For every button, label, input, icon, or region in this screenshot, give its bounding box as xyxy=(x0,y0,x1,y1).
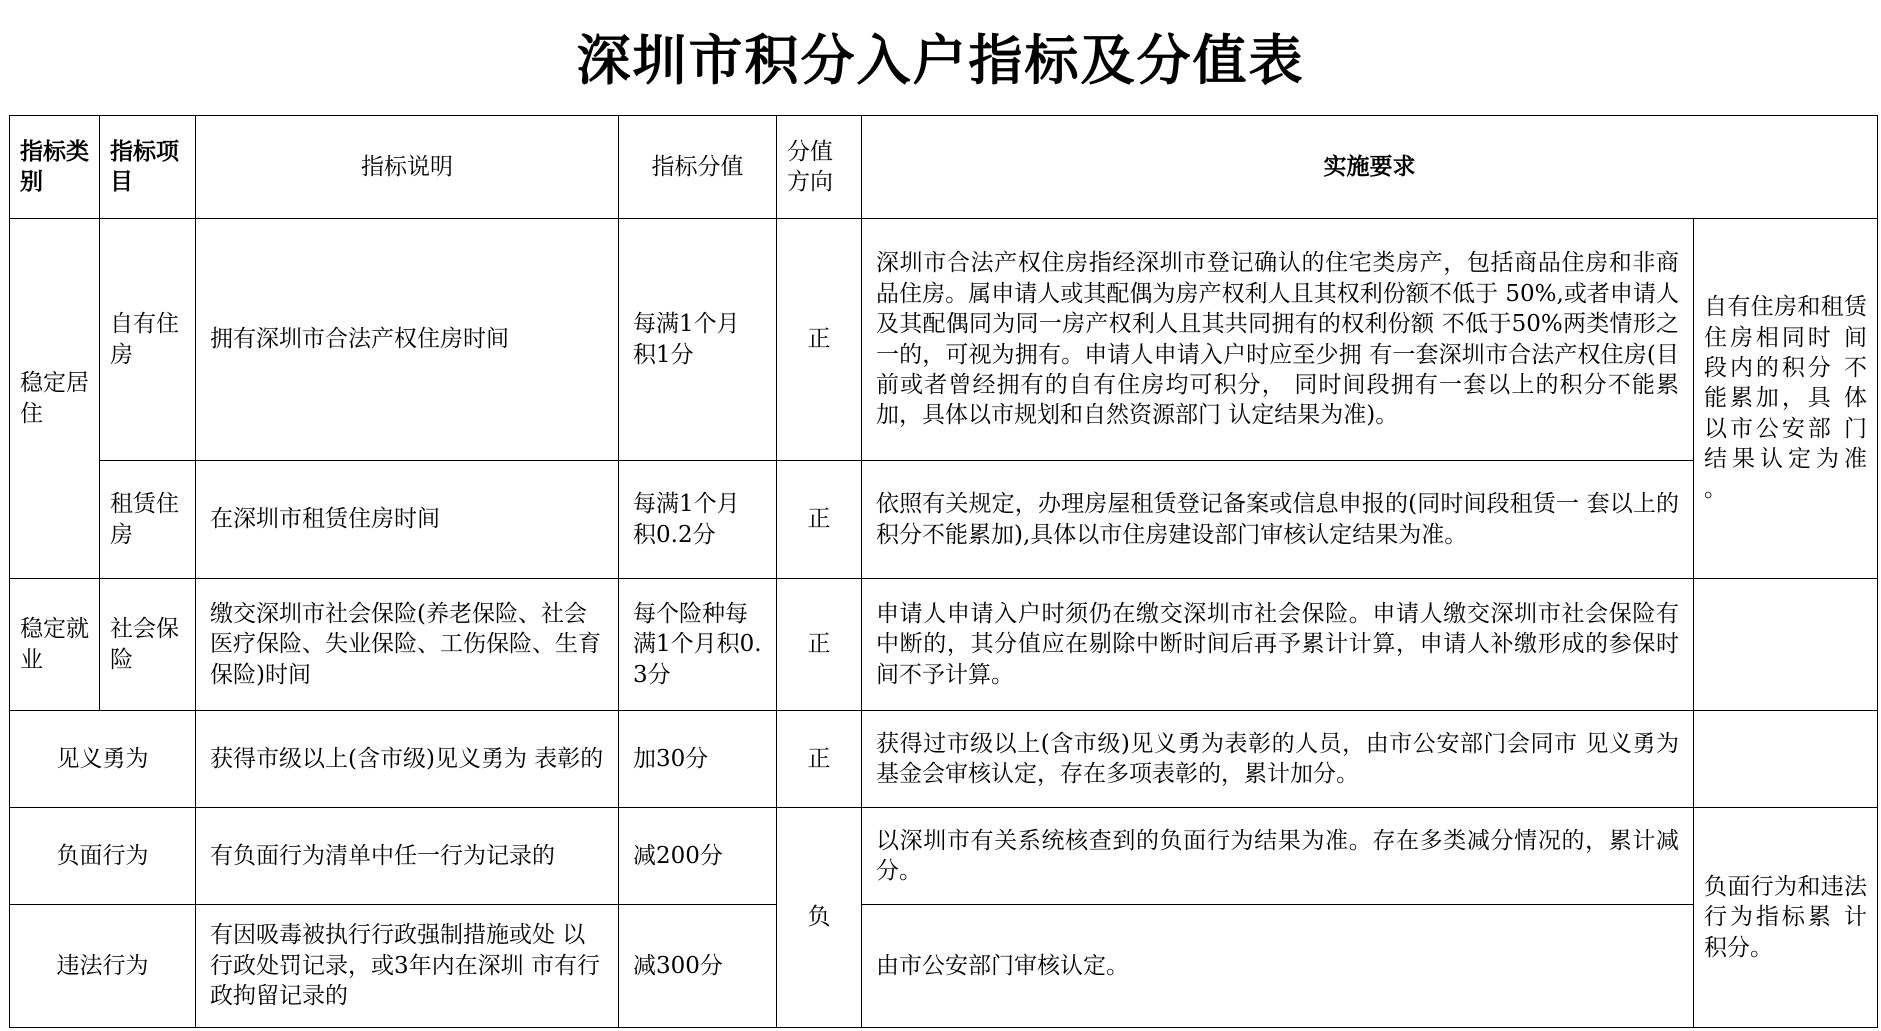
direction-cell: 正 xyxy=(777,461,862,579)
header-item: 指标项目 xyxy=(100,116,196,219)
score-cell: 减300分 xyxy=(619,905,777,1028)
item-cell: 租赁住房 xyxy=(100,461,196,579)
direction-cell: 正 xyxy=(777,579,862,711)
table-row xyxy=(10,905,1878,1028)
header-score: 指标分值 xyxy=(619,116,777,219)
category-cell: 违法行为 xyxy=(10,905,196,1028)
note-cell xyxy=(1694,579,1878,711)
page-title: 深圳市积分入户指标及分值表 xyxy=(576,29,1305,92)
description-cell: 拥有深圳市合法产权住房时间 xyxy=(196,219,619,461)
direction-cell: 负 xyxy=(777,808,862,1028)
score-cell: 每满1个月 积0.2分 xyxy=(619,461,777,579)
header-row xyxy=(10,116,1878,219)
category-cell: 负面行为 xyxy=(10,808,196,905)
description-cell: 有负面行为清单中任一行为记录的 xyxy=(196,808,619,905)
table-row xyxy=(10,711,1878,808)
category-cell: 稳定居住 xyxy=(10,219,100,579)
table-row xyxy=(10,461,1878,579)
direction-cell: 正 xyxy=(777,711,862,808)
category-cell: 见义勇为 xyxy=(10,711,196,808)
description-cell: 在深圳市租赁住房时间 xyxy=(196,461,619,579)
description-cell: 获得市级以上(含市级)见义勇为 表彰的 xyxy=(196,711,619,808)
requirement-cell: 依照有关规定，办理房屋租赁登记备案或信息申报的(同时间段租赁一 套以上的积分不能累加),具体以市住房建设部门审核认定结果为准。 xyxy=(862,461,1694,579)
header-description: 指标说明 xyxy=(196,116,619,219)
table-row xyxy=(10,579,1878,711)
note-cell: 自有住房和租赁住房相同时 间段内的积分 不能累加，具 体以市公安部 门结果认定为准 。 xyxy=(1694,219,1878,579)
score-cell: 每个险种每满1个月积0.3分 xyxy=(619,579,777,711)
note-cell xyxy=(1694,711,1878,808)
description-cell: 缴交深圳市社会保险(养老保险、社会医疗保险、失业保险、工伤保险、生育保险)时间 xyxy=(196,579,619,711)
header-direction: 分值方向 xyxy=(777,116,862,219)
description-cell: 有因吸毒被执行行政强制措施或处 以行政处罚记录，或3年内在深圳 市有行政拘留记录的 xyxy=(196,905,619,1028)
requirement-cell: 由市公安部门审核认定。 xyxy=(862,905,1694,1028)
table-row xyxy=(10,219,1878,461)
score-cell: 加30分 xyxy=(619,711,777,808)
score-table xyxy=(9,115,1878,1028)
requirement-cell: 以深圳市有关系统核查到的负面行为结果为准。存在多类减分情况的，累计减分。 xyxy=(862,808,1694,905)
header-requirements: 实施要求 xyxy=(862,116,1878,219)
requirement-cell: 获得过市级以上(含市级)见义勇为表彰的人员，由市公安部门会同市 见义勇为基金会审核认定，存在多项表彰的，累计加分。 xyxy=(862,711,1694,808)
score-cell: 减200分 xyxy=(619,808,777,905)
item-cell: 自有住房 xyxy=(100,219,196,461)
header-category: 指标类别 xyxy=(10,116,100,219)
item-cell: 社会保险 xyxy=(100,579,196,711)
table-row xyxy=(10,808,1878,905)
requirement-cell: 申请人申请入户时须仍在缴交深圳市社会保险。申请人缴交深圳市社会保险有中断的，其分值应在剔除中断时间后再予累计计算，申请人补缴形成的参保时间不予计算。 xyxy=(862,579,1694,711)
note-cell: 负面行为和违法行为指标累 计积分。 xyxy=(1694,808,1878,1028)
score-cell: 每满1个月 积1分 xyxy=(619,219,777,461)
category-cell: 稳定就业 xyxy=(10,579,100,711)
direction-cell: 正 xyxy=(777,219,862,461)
requirement-cell: 深圳市合法产权住房指经深圳市登记确认的住宅类房产，包括商品住房和非商品住房。属申请人或其配偶为房产权利人且其权利份额不低于 50%,或者申请人及其配偶同为同一房产权利人且其共同拥有的权利份额 不低于50%两类情形之一的，可视为拥有。申请人申请入户时应至少拥 有一套深圳市合法产权住房(目前或者曾经拥有的自有住房均可积分， 同时间段拥有一套以上的积分不能累加，具体以市规划和自然资源部门 认定结果为准)。 xyxy=(862,219,1694,461)
